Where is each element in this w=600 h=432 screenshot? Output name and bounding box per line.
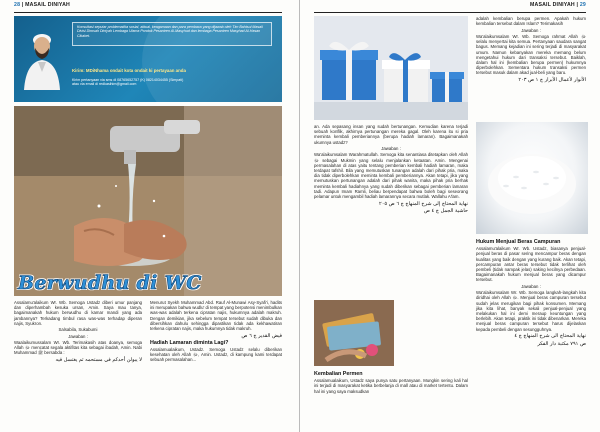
candy-money-photo — [314, 300, 394, 366]
right-column-mid — [314, 124, 468, 216]
answer-label: Jawaban : — [521, 27, 541, 33]
sender-name: Salsabila, Sukabumi — [58, 327, 98, 333]
answer-paragraph: Wa'alaikumsalam Wr. Wb. Semoga rahmat Allah ﷻ selalu menyertai kita semua. Pertanyaan saudara sangat bagus. Memang kejadian ini sering terjadi di masyarakat umum. Namun kebanyakan mereka memang belum mengetahui hukum dari transaksi tersebut. Baiklah, dalam hal ini (kembalian berupa permen) hukumnya diperbolehkan. Sementara hukum transaksi permen tersebut masuk dalam akad jual-beli yang baru. — [476, 33, 586, 76]
subtitle-kembalian-permen: Kembalian Permen — [314, 371, 363, 377]
arabic-reference: فيض القدير ج ٦ ص — [241, 332, 282, 339]
water-tap-photo — [14, 106, 282, 296]
answer-paragraph: Wa'alaikumsalam Warahmatullah. Semoga kita senantiasa ditetapkan oleh Allah ﷻ sebagai Mukmin yang selalu menjalankan ketaatan. Amin. Mengenai permasalahan di atas yaitu tentang pemberian kembali hadiah lamaran, maka terdapat tafshil. Bila yang memutuskan tunangan adalah dari pihak pria, maka dia tidak diperbolehkan meminta kembali pemberiannya. Akan tetapi, jika yang memutuskan pertunangan adalah dari pihak wanita, maka pihak pria berhak meminta kembali hadiahnya yang sudah diberikan sebagai pemberian lamaran tadi. Adapun Imam Ramli, beliau berpendapat bahwa boleh bagi seseorang pelamar untuk mengambil hadiah lamarannya secara mutlak. Wallahu A'lam. — [314, 152, 468, 200]
left-column-2 — [150, 300, 282, 364]
arabic-reference-1: نهاية المحتاج الى شرح المنهاج ج ٤ — [514, 333, 586, 340]
right-page — [300, 0, 600, 432]
question-paragraph-2: Assalamualaikum, Ustadz. Semoga Ustadz selalu diberikan kesehatan oleh Allah ﷻ, Amin. Ustadz, di kampung kami terdapat sebuah permasalahan... — [150, 346, 282, 363]
banner-info-box: Konsultasi seputar problematika sosial, aktual, keagamaan dan para pembaca yang dijawab oleh Tim Bahtsul Masail Divisi Dirosah Diniyah Lembaga Ulama Pondok Pesantren Al-Masyhud dan lembaga Pesantren Masyhad Al-Hasan Cikaket. — [72, 22, 272, 46]
banner-contact-email: atau via email di redkasihim@gmail.com — [72, 82, 137, 87]
explanation-paragraph: Menurut Syekh Muhammad Abd. Rauf Al-Munawi Asy-Syafi'i, hadits ini merupakan bahwa wudlu' di tempat yang berpotensi menimbulkan was-was adalah terkena cipratan najis, hukumnya adalah makruh. Dengan demikian, jika sebelum tempat tersebut sudah dibuka dan dibersihkan dahulu sehingga dipastikan tidak ada kekhawatiran terkena cipratan najis, maka hukumnya tidak makruh. — [150, 300, 282, 332]
left-page-header: 28 | MASAIL DINIYAH — [14, 2, 71, 8]
rice-photo — [476, 122, 588, 234]
section-name: MASAIL DINIYAH — [25, 2, 71, 8]
gift-box-illustration — [314, 16, 468, 120]
consultation-banner — [14, 16, 282, 102]
rice-illustration — [476, 122, 588, 234]
gift-box-photo — [314, 16, 468, 120]
subtitle-beras-campuran: Hukum Menjual Beras Campuran — [476, 239, 561, 245]
answer-paragraph: Waalaikumussalam Wr. Wb. Terimakasih atas doanya, semoga Allah ﷻ mencatat segala aktifitas kita sebagai ibadah, Amin. Nabi Muhammad ﷺ bersabda : — [14, 339, 142, 356]
banner-contact-sms: Kirim pertanyaan via sms di 08765652757 (K) 08214034455 (Simpati) — [72, 78, 184, 82]
subtitle-hadiah-lamaran: Hadiah Lamaran diminta Lagi? — [150, 339, 229, 346]
question-continued: an. Ada sepasang insan yang sudah bertunangan. Kemudian karena terjadi sebuah konflik, akhirnya pertunangan mereka gagal. Oleh karena itu si pria meminta kembali pemberiannya (berupa hadiah lamaran). Bagaimanakah ukumnya ustadz? — [314, 124, 468, 145]
ustadz-portrait — [22, 24, 62, 90]
right-column-rice — [476, 238, 586, 348]
banner-send-line: Kirim: MDiNhama ondait kota ondait ki pertayaan anda — [72, 68, 186, 73]
answer-label: Jawaban : — [381, 146, 401, 151]
question-paragraph: Assalamualaikum, Ustadz saya punya satu pertanyaan. Mungkin sering kali hal ini terjadi di masyarakat ketika berbelanja di mall atau di market tertentu. Dalam hal ini yang saya maksudkan — [314, 378, 468, 394]
answer-paragraph: Wa'alaikumsalam Wr. Wb. Semoga langkah-langkah kita diridhai oleh Allah ﷻ. Menjual beras campuran tersebut sudah jelas merugikan bagi pihak konsumen. Memang jika kita lihat, banyak sekali penjual-penjual yang melakukan hal ini demi meraup keuntungan yang berlebih. Akan tetapi, praktik ini tidak dibenarkan. Mereka menjual beras campuran tersebut harus dijelaskan kepada pembeli dengan sesungguhnya. — [476, 290, 586, 332]
section-name: MASAIL DINIYAH — [529, 2, 575, 8]
answer-label: Jawaban : — [521, 283, 541, 289]
page-number: 29 — [579, 2, 586, 8]
page-number: 28 — [14, 2, 21, 8]
banner-contact — [72, 78, 183, 87]
article-title: Berwudhu di WC — [18, 272, 202, 294]
header-rule — [314, 12, 586, 13]
question-paragraph: Assalamu'alaikum Wr. Wb. Ustadz, biasanya penjual-penjual beras di pasar sering mencampur beras dengan kualitas yang baik dengan yang kurang baik. Akan tetapi, percampuran antar beras tersebut tidak terlihat oleh pembeli (tidak nampak jelas) saking kecilnya perbedaan. Bagaimanakah hukum menjual beras yang dicampur tersebut. — [476, 246, 586, 283]
arabic-reference-2: حاشية الجمل ج ٤ ص — [423, 208, 468, 215]
right-column-top — [476, 16, 586, 85]
arabic-hadith: لا يبولن أحدكم في مستحمه ثم يغتسل فيه — [55, 357, 142, 364]
header-rule — [14, 12, 282, 13]
left-column-1 — [14, 300, 142, 365]
arabic-reference: الأنوار لأعمال الأبرار ج ١ ص ٢٠٣ — [518, 77, 586, 84]
right-page-header: MASAIL DINIYAH | 29 — [529, 2, 586, 8]
water-tap-illustration — [14, 106, 282, 296]
right-column-candy — [314, 370, 468, 395]
question-paragraph: Assalamu'alaikum Wr. Wb. Semoga Ustadz diberi umur panjang dan diperhambah kesuka ursan, Amin. Saya mau tanya, bagaimanakah hukum berwudhu di kamar mandi yang ada jambannya? Terkadang timbul rasa was-was terhadap diperan najis, Syukron. — [14, 300, 142, 326]
answer-label: Jawaban : — [68, 333, 88, 339]
question-end: adalah kembalian berupa permen. Apakah hukum kembalian tersebut dalam Islam? Terimakasih — [476, 16, 586, 27]
arabic-reference-1: نهاية المحتاج إلى شرح المنهاج ج ٦ ص ٢٠٥ — [379, 200, 468, 207]
arabic-reference-2: ص ٧٩١ مكتبة دار الفكر — [537, 340, 586, 347]
candy-money-illustration — [314, 300, 394, 366]
